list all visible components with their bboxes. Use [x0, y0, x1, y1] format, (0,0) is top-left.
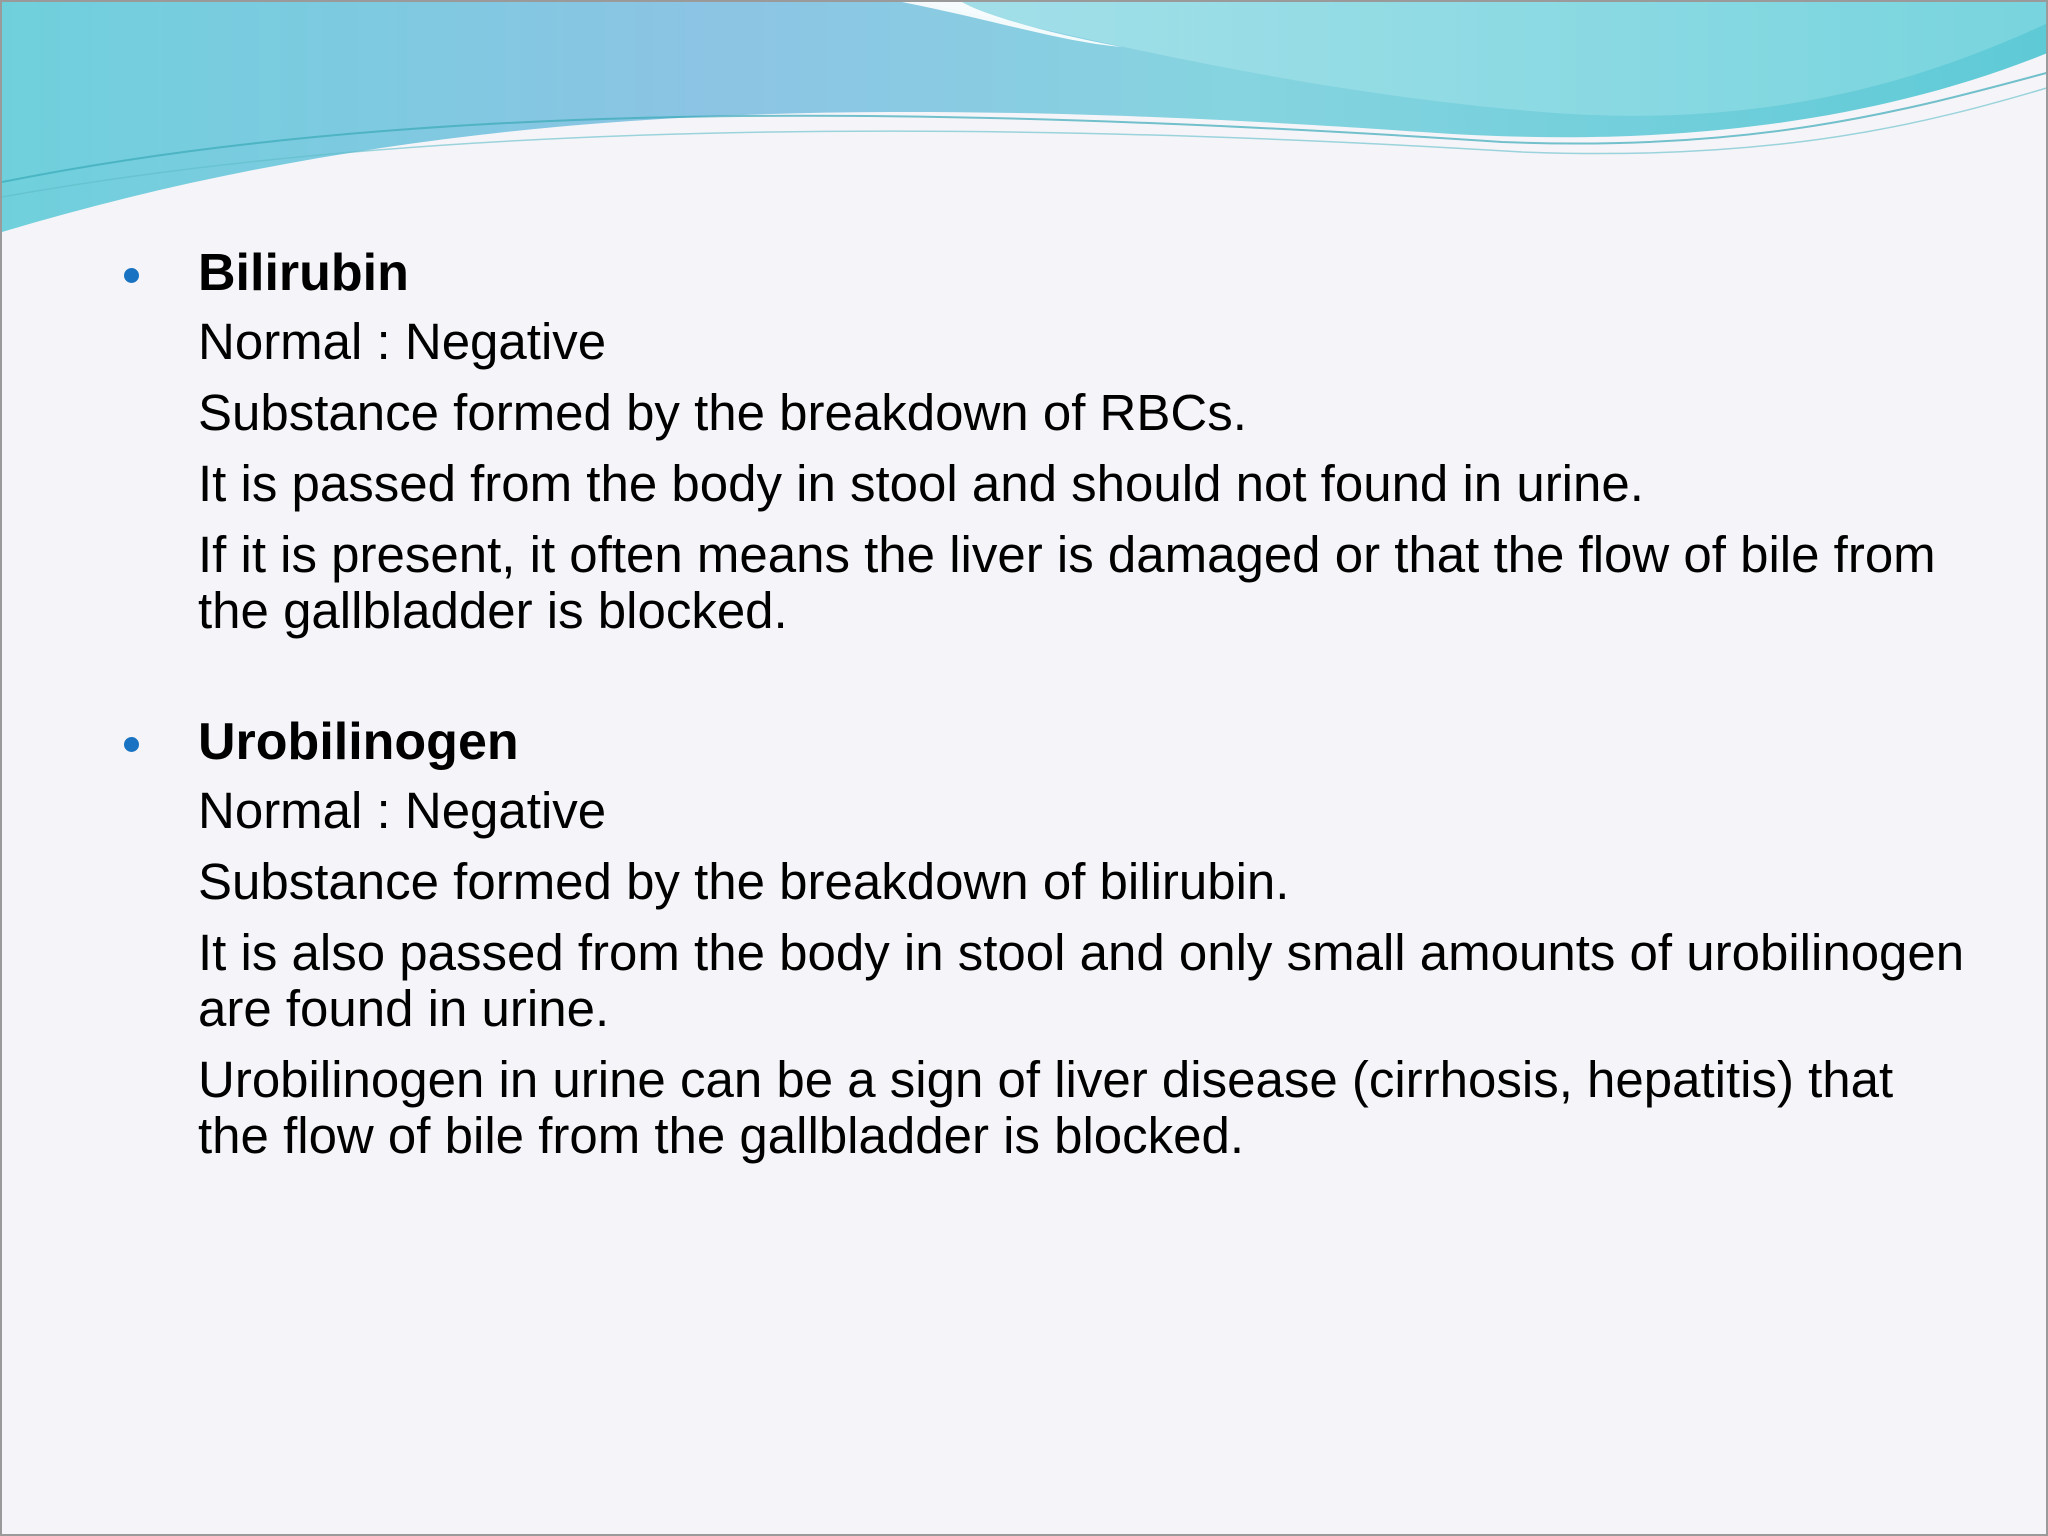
- header-wave-decoration: [2, 2, 2048, 242]
- section-line: Substance formed by the breakdown of RBCs.: [198, 384, 1247, 441]
- bullet-section-bilirubin: [112, 242, 1972, 639]
- section-line: Normal : Negative: [198, 313, 607, 370]
- bullet-icon: [124, 268, 139, 283]
- slide-content: [112, 242, 1972, 1236]
- section-line: Substance formed by the breakdown of bilirubin.: [198, 853, 1290, 910]
- section-line: It is passed from the body in stool and should not found in urine.: [198, 455, 1644, 512]
- bullet-section-urobilinogen: [112, 711, 1972, 1164]
- section-line: It is also passed from the body in stool and only small amounts of urobilinogen are found in urine.: [198, 924, 1965, 1037]
- section-line: Normal : Negative: [198, 782, 607, 839]
- section-title: Bilirubin: [198, 244, 409, 302]
- bullet-icon: [124, 737, 139, 752]
- section-line: Urobilinogen in urine can be a sign of liver disease (cirrhosis, hepatitis) that the flow of bile from the gallbladder is blocked.: [198, 1051, 1894, 1164]
- section-line: If it is present, it often means the liver is damaged or that the flow of bile from the gallbladder is blocked.: [198, 526, 1936, 639]
- section-title: Urobilinogen: [198, 713, 519, 771]
